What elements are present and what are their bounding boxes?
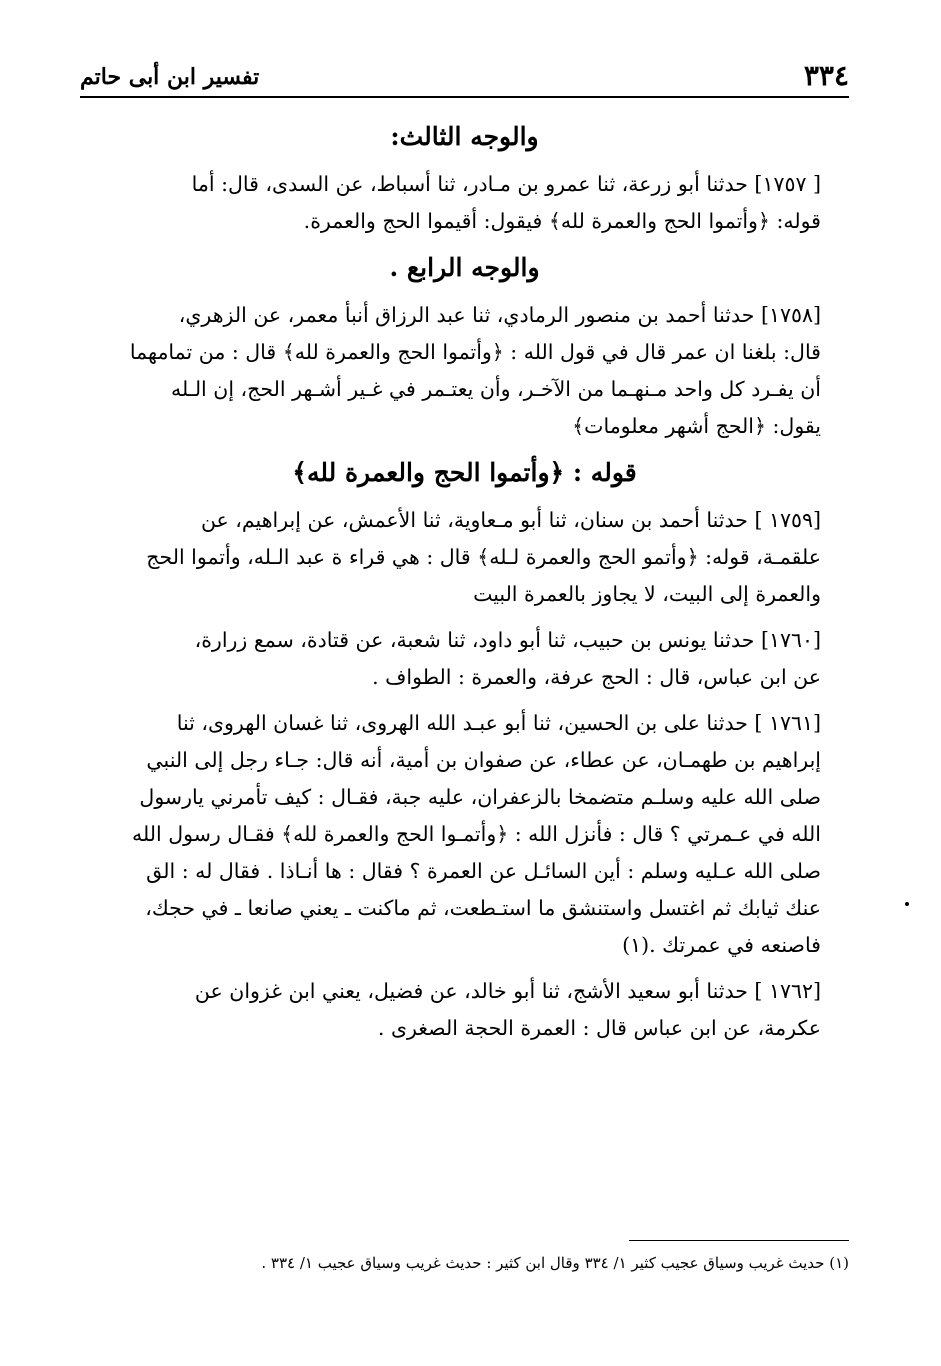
text-line: عكرمة، عن ابن عباس قال : العمرة الحجة الصغرى . bbox=[377, 1016, 821, 1040]
text-line: [١٧٦١ ] حدثنا على بن الحسين، ثنا أبو عبـد الله الهروى، ثنا غسان الهروى، ثنا bbox=[176, 711, 821, 735]
paragraph-1759 bbox=[80, 502, 849, 613]
text-line: قال: بلغنا ان عمر قال في قول الله : ﴿وأتموا الحج والعمرة لله﴾ قال : من تمامهما bbox=[129, 340, 821, 364]
text-line: عنك ثيابك ثم اغتسل واستنشق ما استـطعت، ثم ماكنت ـ يعني صانعا ـ في حجك، bbox=[145, 896, 821, 920]
text-line: [١٧٦٠] حدثنا يونس بن حبيب، ثنا أبو داود، ثنا شعبة، عن قتادة، سمع زرارة، bbox=[194, 628, 821, 652]
text-line: [١٧٥٨] حدثنا أحمد بن منصور الرمادي، ثنا عبد الرزاق أنبأ معمر، عن الزهري، bbox=[178, 303, 821, 327]
page-body bbox=[80, 112, 849, 1056]
paragraph-1758 bbox=[80, 297, 849, 445]
text-line: علقمـة، قوله: ﴿وأتمو الحج والعمرة لـله﴾ قال : هي قراء ة عبد الـله، وأتموا الحج bbox=[146, 545, 821, 569]
text-line: صلى الله عـليه وسلم : أين السائـل عن العمرة ؟ فقال : ها أنـاذا . فقال له : الق bbox=[146, 859, 821, 883]
footnote-1: (١) حديث غريب وسياق عجيب كثير ١/ ٣٣٤ وقال ابن كثير : حديث غريب وسياق عجيب ١/ ٣٣٤ . bbox=[261, 1254, 849, 1272]
text-line: عن ابن عباس، قال : الحج عرفة، والعمرة : الطواف . bbox=[372, 665, 821, 689]
text-line: أن يفـرد كل واحد مـنهـما من الآخـر، وأن يعتـمر في غـير أشـهر الحج، إن الـله bbox=[171, 377, 821, 401]
text-line: صلى الله عليه وسلـم متضمخا بالزعفران، عليه جبة، فقـال : كيف تأمرني يارسول bbox=[139, 785, 821, 809]
book-title: تفسير ابن أبى حاتم bbox=[80, 64, 260, 90]
text-line: [١٧٦٢ ] حدثنا أبو سعيد الأشج، ثنا أبو خالد، عن فضيل، يعني ابن غزوان عن bbox=[194, 979, 821, 1003]
page-number: ٣٣٤ bbox=[803, 59, 849, 92]
section-heading: والوجه الثالث: bbox=[390, 122, 539, 151]
text-line: الله في عـمرتي ؟ قال : فأنزل الله : ﴿وأتمـوا الحج والعمرة لله﴾ فقـال رسول الله bbox=[132, 822, 821, 846]
footnotes bbox=[150, 1240, 849, 1275]
text-line: فاصنعه في عمرتك .(١) bbox=[622, 933, 821, 957]
section-heading: والوجه الرابع . bbox=[389, 253, 540, 282]
paragraph-1762 bbox=[80, 973, 849, 1047]
paragraph-1757 bbox=[80, 166, 849, 240]
footnote-divider bbox=[629, 1240, 849, 1241]
text-line: والعمرة إلى البيت، لا يجاوز بالعمرة البيت bbox=[473, 582, 821, 606]
text-line: إبراهيم بن طهمـان، عن عطاء، عن صفوان بن أمية، أنه قال: جـاء رجل إلى النبي bbox=[146, 748, 821, 772]
text-line: [١٧٥٩ ] حدثنا أحمد بن سنان، ثنا أبو مـعاوية، ثنا الأعمش، عن إبراهيم، عن bbox=[200, 508, 821, 532]
text-line: قوله: ﴿وأتموا الحج والعمرة لله﴾ فيقول: أقيموا الحج والعمرة. bbox=[303, 209, 821, 233]
paragraph-1761 bbox=[80, 705, 849, 964]
section-heading: قوله : ﴿وأتموا الحج والعمرة لله﴾ bbox=[292, 458, 637, 487]
page-header bbox=[80, 52, 849, 98]
margin-dot bbox=[905, 902, 909, 906]
text-line: يقول: ﴿الحج أشهر معلومات﴾ bbox=[572, 414, 821, 438]
paragraph-1760 bbox=[80, 622, 849, 696]
text-line: [ ١٧٥٧] حدثنا أبو زرعة، ثنا عمرو بن مـادر، ثنا أسباط، عن السدى، قال: أما bbox=[191, 172, 821, 196]
